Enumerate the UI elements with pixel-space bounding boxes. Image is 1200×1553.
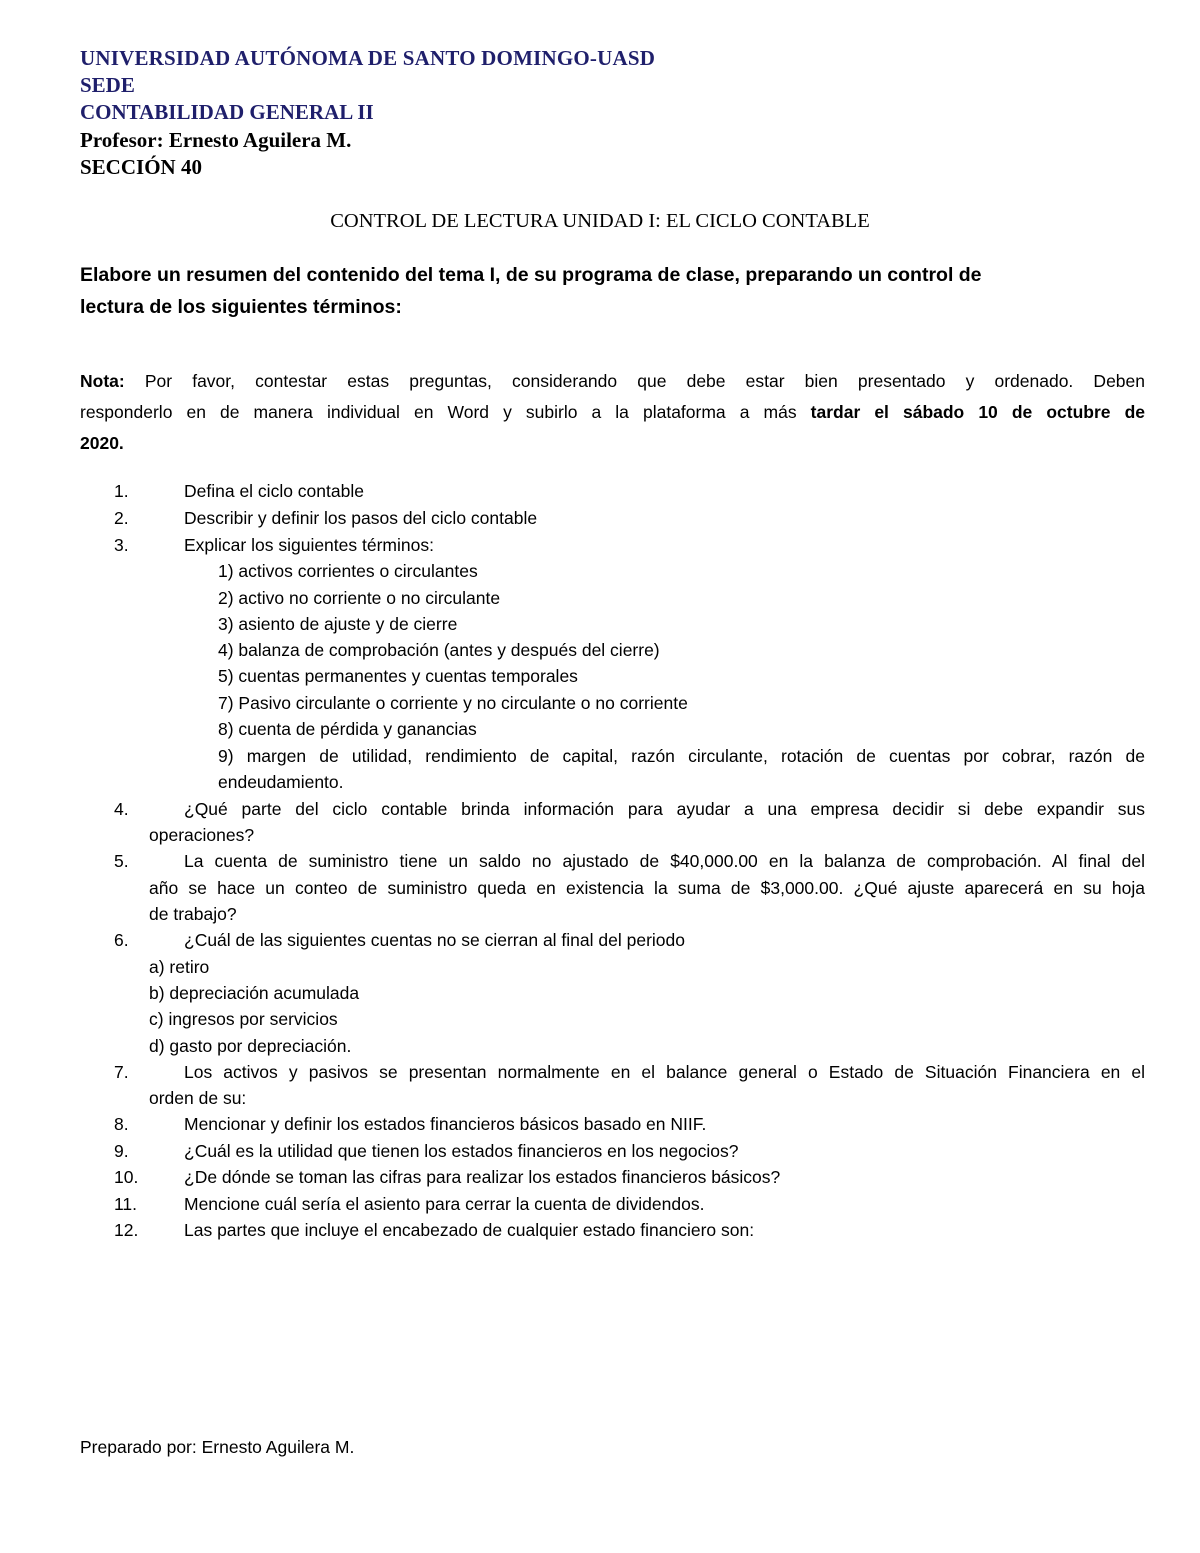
term-item: 9) margen de utilidad, rendimiento de capital, razón circulante, rotación de cuentas por cobrar, razón de	[218, 746, 1145, 766]
question-text: ¿Cuál es la utilidad que tienen los estados financieros en los negocios?	[184, 1141, 739, 1161]
professor-line: Profesor: Ernesto Aguilera M.	[80, 128, 352, 152]
term-item: 2) activo no corriente o no circulante	[218, 588, 501, 608]
question-text-continuation: operaciones?	[149, 825, 255, 845]
question-number: 1.	[114, 481, 129, 501]
question-text: ¿De dónde se toman las cifras para realizar los estados financieros básicos?	[184, 1167, 781, 1187]
question-text: Las partes que incluye el encabezado de cualquier estado financiero son:	[184, 1220, 755, 1240]
question-text: Explicar los siguientes términos:	[184, 535, 434, 555]
answer-option: c) ingresos por servicios	[149, 1009, 338, 1029]
question-text: Los activos y pasivos se presentan normalmente en el balance general o Estado de Situación Financiera en el	[184, 1062, 1145, 1082]
question-number: 4.	[114, 799, 129, 819]
note-line-1	[80, 371, 1145, 392]
term-item: 5) cuentas permanentes y cuentas temporales	[218, 666, 578, 686]
question-number: 5.	[114, 851, 129, 871]
course-name: CONTABILIDAD GENERAL II	[80, 100, 374, 124]
term-item: 4) balanza de comprobación (antes y después del cierre)	[218, 640, 660, 660]
sede-label: SEDE	[80, 73, 135, 97]
question-number: 10.	[114, 1167, 139, 1187]
question-text: Mencione cuál sería el asiento para cerrar la cuenta de dividendos.	[184, 1194, 705, 1214]
question-number: 7.	[114, 1062, 129, 1082]
question-number: 12.	[114, 1220, 139, 1240]
note-text-1: Por favor, contestar estas preguntas, considerando que debe estar bien presentado y ordenado. Deben	[124, 371, 1145, 391]
answer-option: b) depreciación acumulada	[149, 983, 360, 1003]
question-text: ¿Qué parte del ciclo contable brinda información para ayudar a una empresa decidir si debe expandir sus	[184, 799, 1145, 819]
question-number: 11.	[114, 1194, 138, 1214]
note-line-3	[80, 433, 1145, 454]
question-text: Mencionar y definir los estados financieros básicos basado en NIIF.	[184, 1114, 707, 1134]
term-item: 3) asiento de ajuste y de cierre	[218, 614, 458, 634]
question-number: 9.	[114, 1141, 129, 1161]
answer-option: a) retiro	[149, 957, 210, 977]
instruction-line-2: lectura de los siguientes términos:	[80, 296, 402, 318]
term-item: 7) Pasivo circulante o corriente y no circulante o no corriente	[218, 693, 688, 713]
prepared-by: Preparado por: Ernesto Aguilera M.	[80, 1437, 355, 1457]
answer-option: d) gasto por depreciación.	[149, 1036, 352, 1056]
instruction-line-1: Elabore un resumen del contenido del tema I, de su programa de clase, preparando un control de	[80, 264, 982, 286]
question-text-continuation: orden de su:	[149, 1088, 247, 1108]
note-line-2	[80, 402, 1145, 423]
question-text: ¿Cuál de las siguientes cuentas no se cierran al final del periodo	[184, 930, 685, 950]
term-item: 8) cuenta de pérdida y ganancias	[218, 719, 477, 739]
question-text: Describir y definir los pasos del ciclo contable	[184, 508, 538, 528]
question-number: 3.	[114, 535, 129, 555]
term-item: 1) activos corrientes o circulantes	[218, 561, 478, 581]
note-label: Nota:	[80, 371, 125, 391]
question-number: 2.	[114, 508, 129, 528]
question-number: 8.	[114, 1114, 129, 1134]
note-year: 2020.	[80, 433, 124, 453]
question-number: 6.	[114, 930, 129, 950]
question-text-continuation: año se hace un conteo de suministro queda en existencia la suma de $3,000.00. ¿Qué ajuste aparecerá en su hoja	[149, 878, 1145, 898]
university-name: UNIVERSIDAD AUTÓNOMA DE SANTO DOMINGO-UASD	[80, 46, 656, 70]
note-deadline: tardar el sábado 10 de octubre de	[810, 402, 1145, 422]
section-line: SECCIÓN 40	[80, 155, 202, 179]
question-text: Defina el ciclo contable	[184, 481, 364, 501]
note-text-2: responderlo en de manera individual en Word y subirlo a la plataforma a más	[80, 402, 811, 422]
document-title: CONTROL DE LECTURA UNIDAD I: EL CICLO CONTABLE	[330, 210, 870, 232]
question-text-continuation: de trabajo?	[149, 904, 237, 924]
term-item-continuation: endeudamiento.	[218, 772, 344, 792]
question-text: La cuenta de suministro tiene un saldo no ajustado de $40,000.00 en la balanza de comprobación. Al final del	[184, 851, 1145, 871]
